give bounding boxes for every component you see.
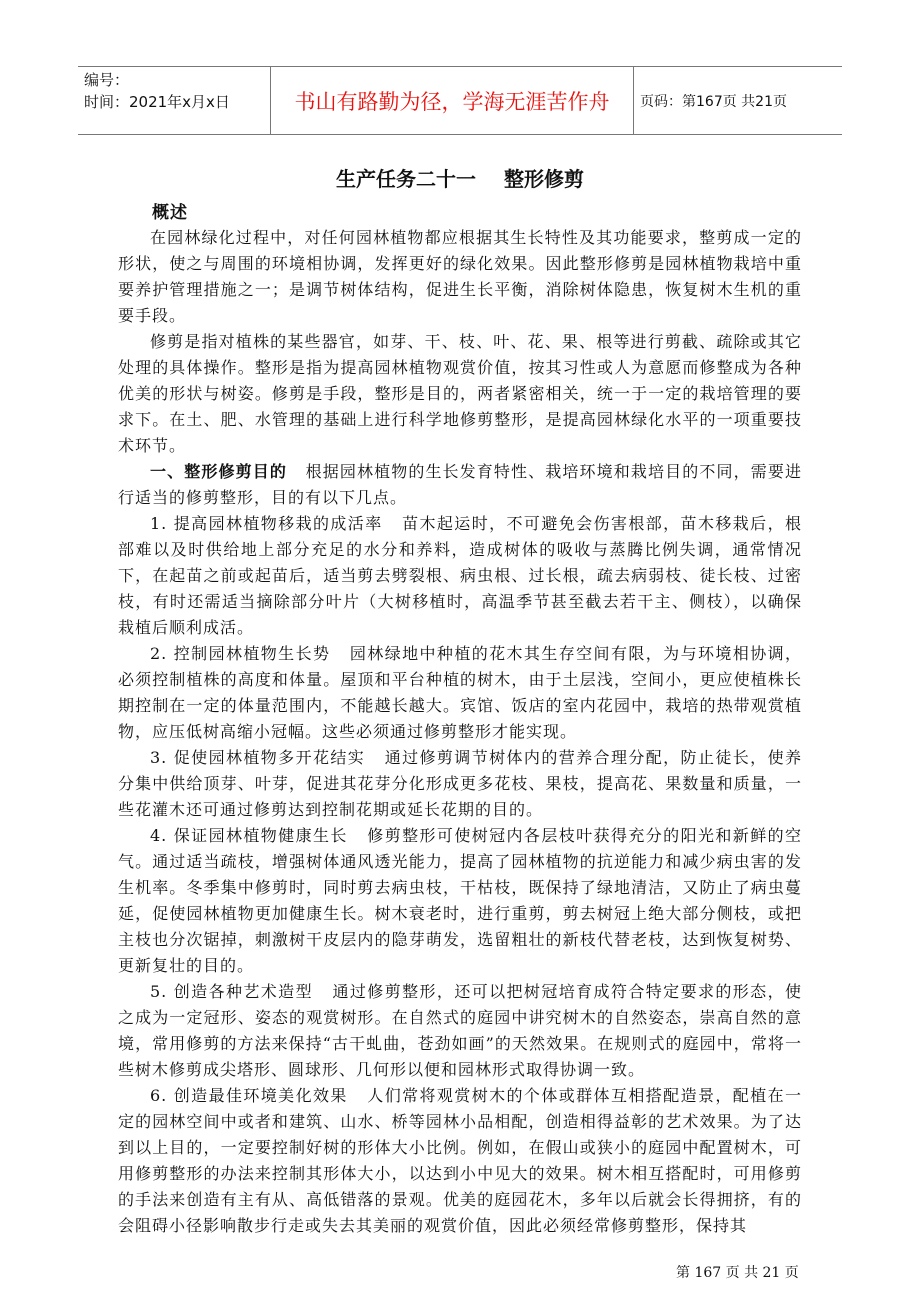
title-part2: 整形修剪 bbox=[504, 167, 584, 191]
number-label: 编号： bbox=[84, 71, 130, 89]
item-text: 苗木起运时，不可避免会伤害根部，苗木移栽后，根部难以及时供给地上部分充足的水分和养料，造成树体的吸收与蒸腾比例失调，通常情况下，在起苗之前或起苗后，适当剪去劈裂根、病虫根、过长根，疏去病弱枝、徒长枝、过密枝，有时还需适当摘除部分叶片（大树移植时，高温季节甚至截去若干主、侧枝），以确保栽植后顺利成活。 bbox=[118, 514, 802, 637]
item-label: 3. 促使园林植物多开花结实 bbox=[150, 748, 366, 767]
item-label: 6. 创造最佳环境美化效果 bbox=[150, 1086, 348, 1105]
item-label: 1. 提高园林植物移栽的成活率 bbox=[150, 514, 383, 533]
item-text: 人们常将观赏树木的个体或群体互相搭配造景，配植在一定的园林空间中或者和建筑、山水、桥等园林小品相配，创造相得益彰的艺术效果。为了达到以上目的，一定要控制好树的形体大小比例。例如，在假山或狭小的庭园中配置树木，可用修剪整形的办法来控制其形体大小，以达到小中见大的效果。树木相互搭配时，可用修剪的手法来创造有主有从、高低错落的景观。优美的庭园花木，多年以后就会长得拥挤，有的会阻碍小径影响散步行走或失去其美丽的观赏价值，因此必须经常修剪整形，保持其 bbox=[118, 1086, 802, 1235]
date-label: 时间：2021年x月x日 bbox=[84, 93, 230, 111]
page-info: 页码：第167页 共21页 bbox=[640, 93, 787, 110]
header-left bbox=[78, 67, 271, 134]
header-table bbox=[78, 66, 842, 135]
paragraph: 在园林绿化过程中，对任何园林植物都应根据其生长特性及其功能要求，整剪成一定的形状，使之与周围的环境相协调，发挥更好的绿化效果。因此整形修剪是园林植物栽培中重要养护管理措施之一；是调节树体结构，促进生长平衡，消除树体隐患，恢复树木生机的重要手段。 bbox=[118, 228, 802, 325]
document-title bbox=[0, 165, 920, 193]
list-item bbox=[118, 641, 802, 745]
item-text: 通过修剪整形，还可以把树冠培育成符合特定要求的形态，使之成为一定冠形、姿态的观赏树形。在自然式的庭园中讲究树木的自然姿态，崇高自然的意境，常用修剪的方法来保持“古干虬曲，苍劲如画”的天然效果。在规则式的庭园中，常将一些树木修剪成尖塔形、圆球形、几何形以便和园林形式取得协调一致。 bbox=[118, 982, 802, 1079]
list-item bbox=[118, 745, 802, 823]
list-item bbox=[118, 823, 802, 979]
item-label: 5. 创造各种艺术造型 bbox=[150, 982, 313, 1001]
item-text: 修剪整形可使树冠内各层枝叶获得充分的阳光和新鲜的空气。通过适当疏枝，增强树体通风透光能力，提高了园林植物的抗逆能力和减少病虫害的发生机率。冬季集中修剪时，同时剪去病虫枝，干枯枝，既保持了绿地清洁，又防止了病虫蔓延，促使园林植物更加健康生长。树木衰老时，进行重剪，剪去树冠上绝大部分侧枝，或把主枝也分次锯掉，刺激树干皮层内的隐芽萌发，选留粗壮的新枝代替老枝，达到恢复树势、更新复壮的目的。 bbox=[118, 826, 802, 975]
list-item bbox=[118, 1083, 802, 1239]
list-item bbox=[118, 979, 802, 1083]
page-footer: 第 167 页 共 21 页 bbox=[676, 1265, 799, 1281]
title-part1: 生产任务二十一 bbox=[336, 167, 476, 191]
item-text: 园林绿地中种植的花木其生存空间有限，为与环境相协调，必须控制植株的高度和体量。屋顶和平台种植的树木，由于土层浅，空间小，更应使植株长期控制在一定的体量范围内，不能越长越大。宾馆、饭店的室内花园中，栽培的热带观赏植物，应压低树高缩小冠幅。这些必须通过修剪整形才能实现。 bbox=[118, 644, 802, 741]
section-text: 根据园林植物的生长发育特性、栽培环境和栽培目的不同，需要进行适当的修剪整形，目的有以下几点。 bbox=[118, 462, 802, 507]
item-label: 2. 控制园林植物生长势 bbox=[150, 644, 331, 663]
list-item bbox=[118, 511, 802, 641]
item-text: 通过修剪调节树体内的营养合理分配，防止徒长，使养分集中供给顶芽、叶芽，促进其花芽分化形成更多花枝、果枝，提高花、果数量和质量，一些花灌木还可通过修剪达到控制花期或延长花期的目的。 bbox=[118, 748, 802, 819]
section-heading: 一、整形修剪目的 bbox=[150, 462, 287, 481]
document-body bbox=[118, 201, 802, 1239]
motto: 书山有路勤为径，学海无涯苦作舟 bbox=[271, 67, 634, 134]
item-label: 4. 保证园林植物健康生长 bbox=[150, 826, 348, 845]
overview-heading: 概述 bbox=[152, 203, 188, 223]
section-paragraph bbox=[118, 459, 802, 511]
paragraph: 修剪是指对植株的某些器官，如芽、干、枝、叶、花、果、根等进行剪截、疏除或其它处理的具体操作。整形是指为提高园林植物观赏价值，按其习性或人为意愿而修整成为各种优美的形状与树姿。修剪是手段，整形是目的，两者紧密相关，统一于一定的栽培管理的要求下。在土、肥、水管理的基础上进行科学地修剪整形，是提高园林绿化水平的一项重要技术环节。 bbox=[118, 332, 802, 455]
